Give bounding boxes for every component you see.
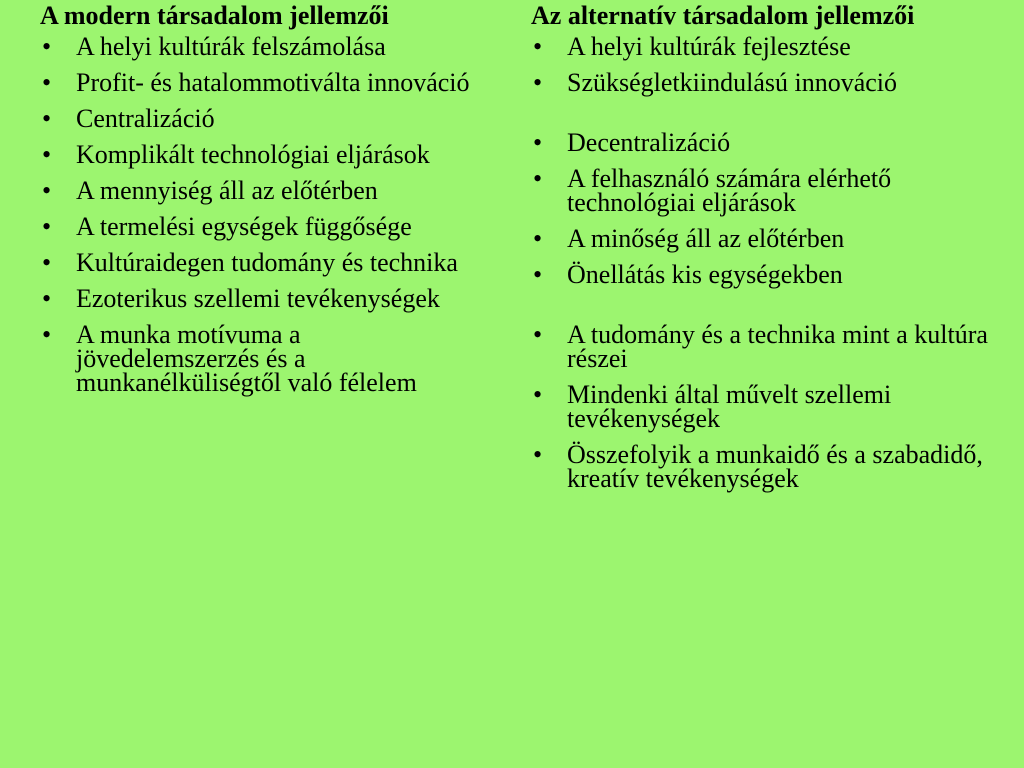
list-item: • Profit- és hatalommotiválta innováció: [42, 68, 470, 97]
alternative-society-column: [531, 1, 1011, 503]
bullet-icon: •: [533, 68, 543, 97]
bullet-icon: •: [42, 212, 52, 241]
list-item: • A mennyiség áll az előtérben: [42, 176, 378, 205]
bullet-icon: •: [42, 176, 52, 205]
modern-society-heading: A modern társadalom jellemzői: [40, 1, 389, 30]
bullet-icon: •: [42, 68, 52, 97]
list-item: • A termelési egységek függősége: [42, 212, 412, 241]
bullet-icon: •: [42, 284, 52, 313]
modern-society-list: [40, 32, 490, 397]
bullet-icon: •: [533, 260, 543, 289]
bullet-icon: •: [533, 380, 543, 409]
bullet-icon: •: [42, 104, 52, 133]
list-item: • Szükségletkiindulású innováció: [533, 68, 898, 97]
alternative-society-heading: Az alternatív társadalom jellemzői: [531, 1, 915, 30]
list-item: • A munka motívuma a jövedelemszerzés és a munkanélküliségtől való félelem: [42, 320, 417, 397]
list-item: • Ezoterikus szellemi tevékenységek: [42, 284, 440, 313]
modern-society-column: [40, 1, 490, 407]
list-item: • Mindenki által művelt szellemi tevékenységek: [533, 380, 892, 433]
bullet-icon: •: [533, 32, 543, 61]
list-item: • A minőség áll az előtérben: [533, 224, 845, 253]
list-item: • Komplikált technológiai eljárások: [42, 140, 430, 169]
bullet-icon: •: [42, 248, 52, 277]
bullet-icon: •: [42, 320, 52, 349]
list-item: • Decentralizáció: [533, 128, 731, 157]
bullet-icon: •: [533, 164, 543, 193]
bullet-icon: •: [42, 32, 52, 61]
bullet-icon: •: [533, 128, 543, 157]
bullet-icon: •: [533, 440, 543, 469]
list-item: • Önellátás kis egységekben: [533, 260, 843, 289]
bullet-icon: •: [42, 140, 52, 169]
list-item: • A helyi kultúrák fejlesztése: [533, 32, 851, 61]
list-item: • Összefolyik a munkaidő és a szabadidő, kreatív tevékenységek: [533, 440, 983, 493]
list-item: • A felhasználó számára elérhető technológiai eljárások: [533, 164, 892, 217]
list-item: • A tudomány és a technika mint a kultúra részei: [533, 320, 988, 373]
list-item: • A helyi kultúrák felszámolása: [42, 32, 386, 61]
list-item: • Centralizáció: [42, 104, 215, 133]
bullet-icon: •: [533, 224, 543, 253]
list-item: • Kultúraidegen tudomány és technika: [42, 248, 458, 277]
alternative-society-list: [531, 32, 1011, 493]
bullet-icon: •: [533, 320, 543, 349]
